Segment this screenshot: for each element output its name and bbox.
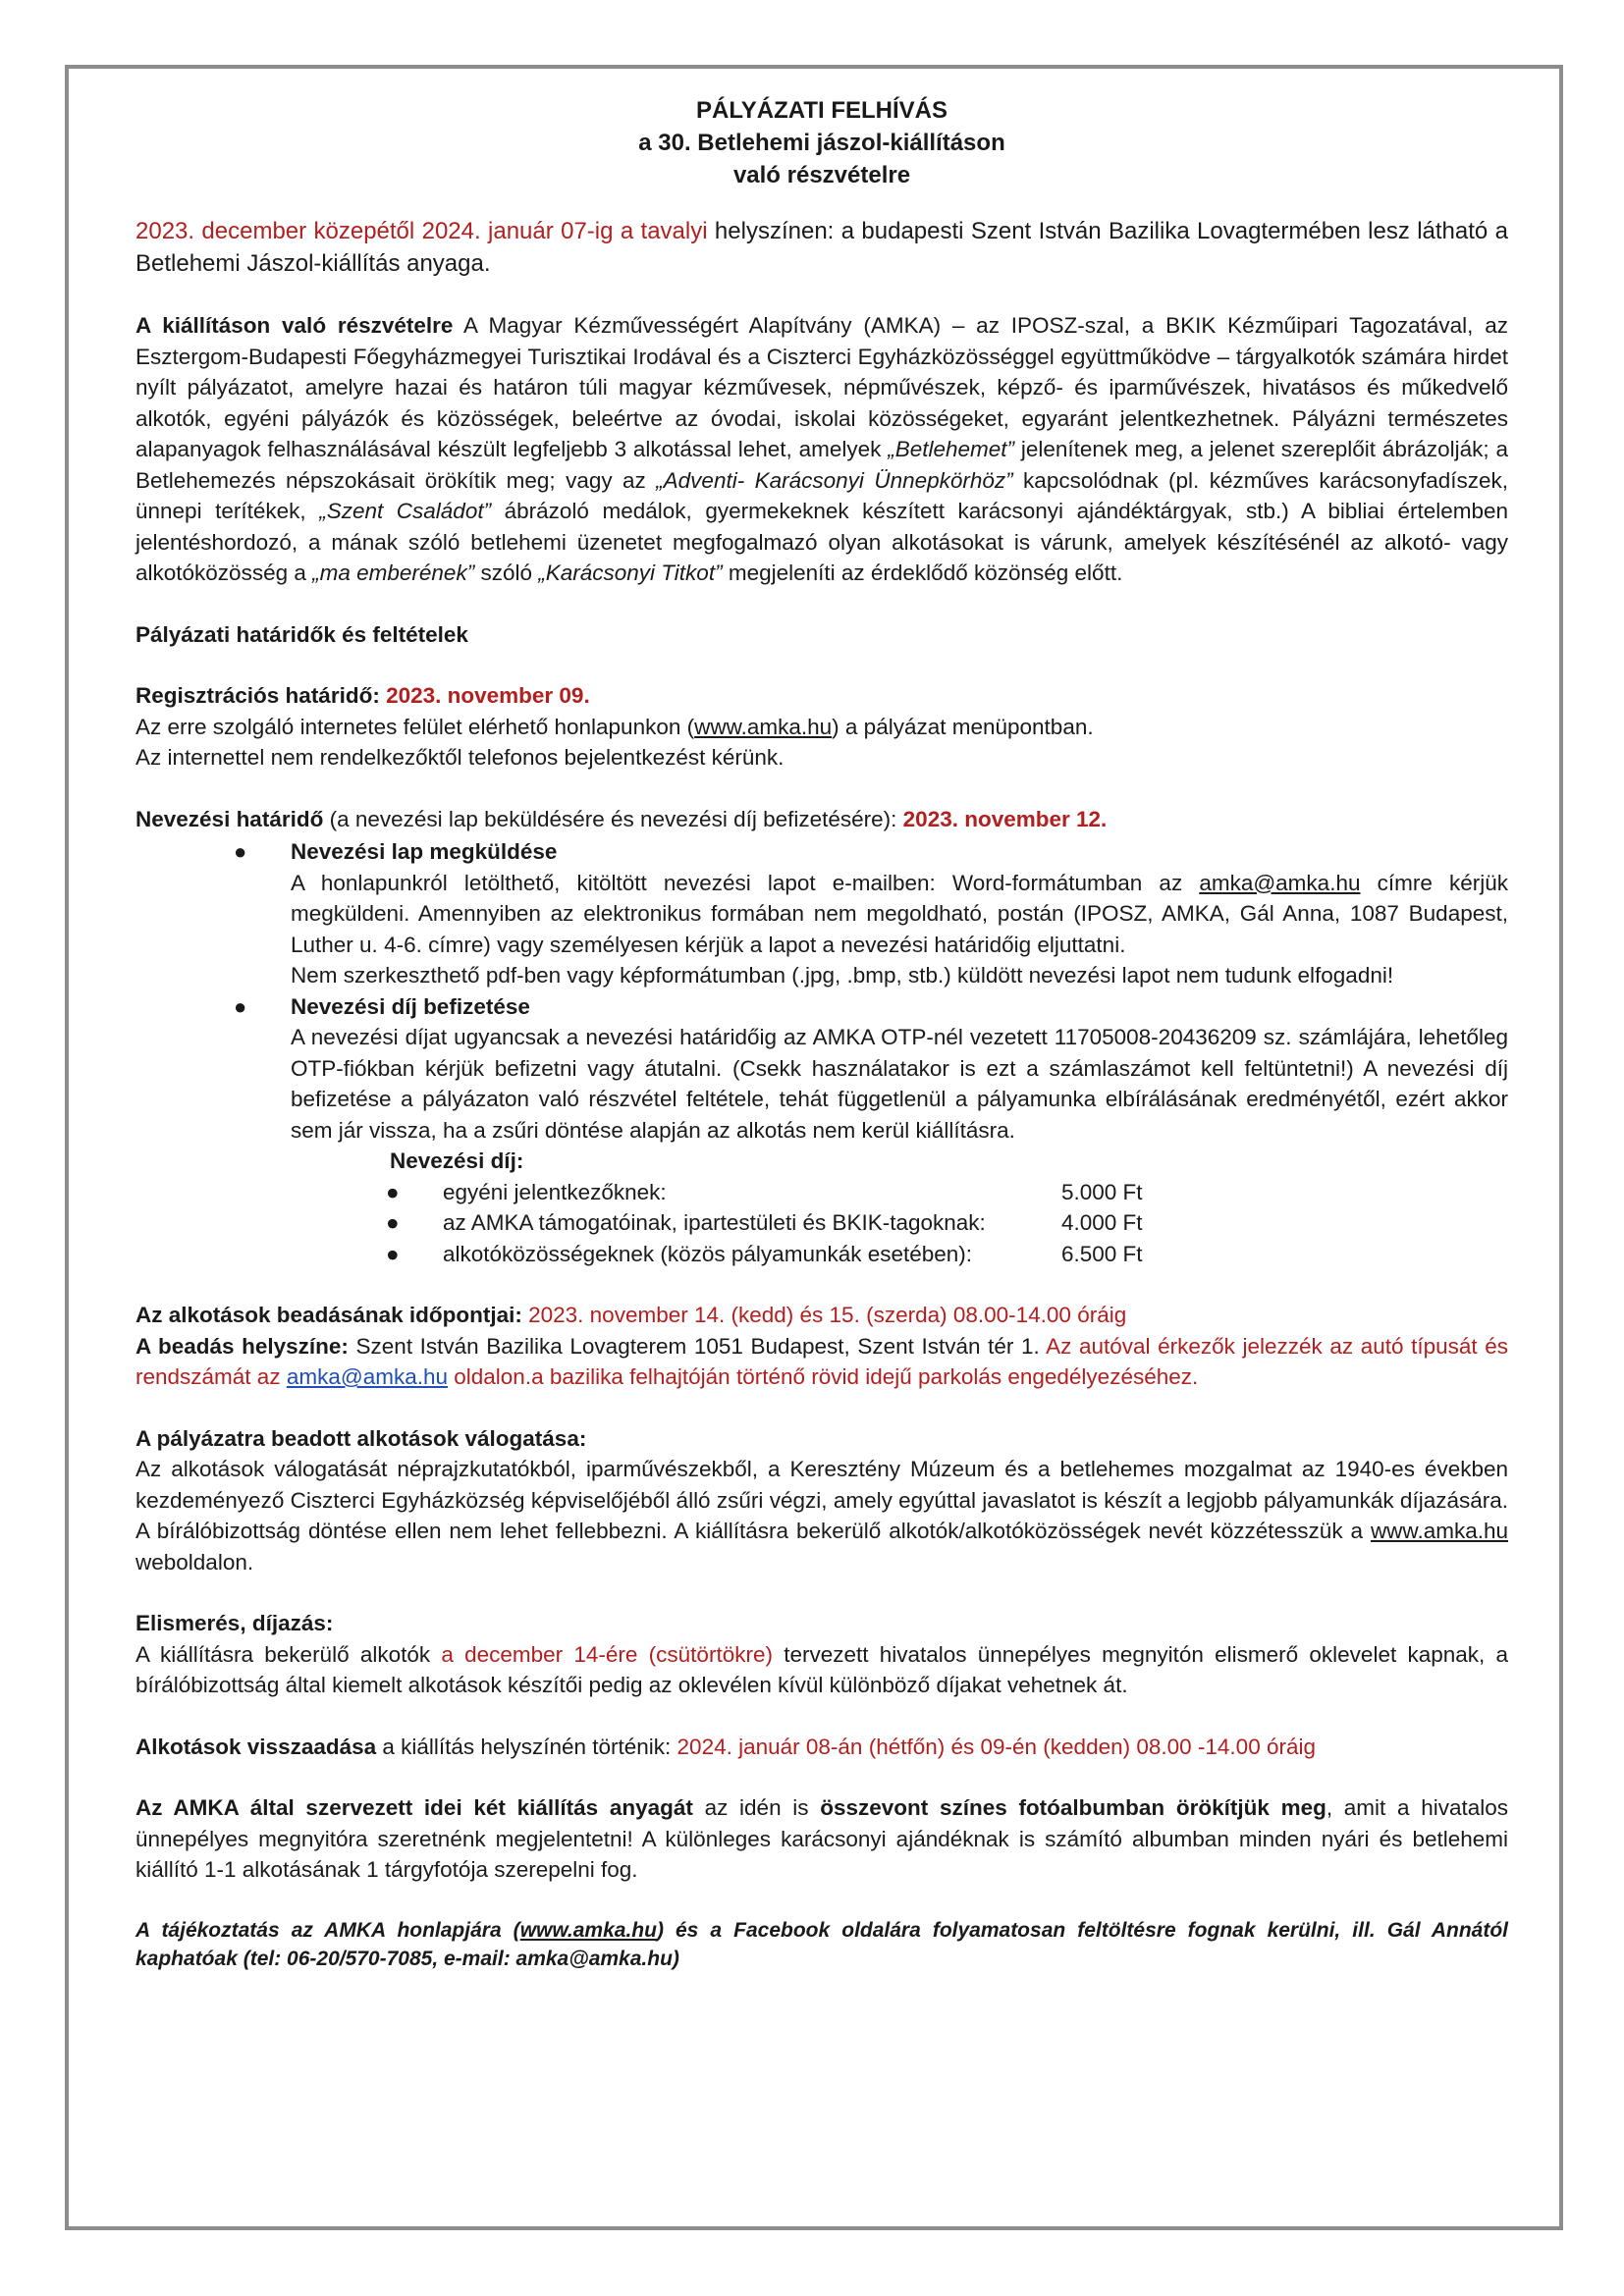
quote-betlehemet: „Betlehemet” bbox=[888, 437, 1015, 461]
return-date: 2024. január 08-án (hétfőn) és 09-én (kedden) 08.00 -14.00 óráig bbox=[677, 1734, 1316, 1759]
return-text: a kiállítás helyszínén történik: bbox=[376, 1734, 677, 1759]
amka-link[interactable]: www.amka.hu bbox=[519, 1918, 657, 1942]
footer-text-b: ) és a Facebook oldalára folyamatosan feltöltésre fognak kerülni, ill. Gál Annától kaphatóak (tel: 06-20/570-7085, e-mail: amka@amka.hu) bbox=[135, 1918, 1508, 1970]
submission-dates bbox=[135, 1300, 1508, 1331]
title-line-2: a 30. Betlehemi jászol-kiállításon bbox=[638, 130, 1005, 156]
submission-place bbox=[135, 1331, 1508, 1393]
album-paragraph bbox=[135, 1792, 1508, 1886]
registration-web-text-a: Az erre szolgáló internetes felület elérhető honlapunkon ( bbox=[135, 714, 695, 739]
car-note-a: Az autóval érkezők jelezzék az autó típusát és rendszámát az bbox=[135, 1333, 1508, 1389]
bullet-fee-payment bbox=[234, 991, 1508, 1147]
awards-date: a december 14-ére (csütörtökre) bbox=[441, 1641, 773, 1667]
registration-phone-note: Az internettel nem rendelkezőktől telefonos bejelentkezést kérünk. bbox=[135, 745, 785, 770]
intro-text: helyszínen: a budapesti Szent István Bazilika Lovagtermében lesz látható a Betlehemi Jászol-kiállítás anyaga. bbox=[135, 218, 1508, 277]
intro-paragraph bbox=[135, 215, 1508, 280]
title-line-3: való részvételre bbox=[732, 162, 911, 188]
bullet-entry-form-title: Nevezési lap megküldése bbox=[291, 839, 558, 864]
participation-text-4: ábrázoló medálok, gyermekeknek készített karácsonyi ajándéktárgyak, stb.) A bibliai értelemben jelentéshordozó, a mának szóló betlehemi üzenetet megfogalmazó olyan alkotásokat is várunk, amelyek készítésénél az alkotó- vagy alkotóközösség a bbox=[135, 499, 1509, 585]
title-line-1: PÁLYÁZATI FELHÍVÁS bbox=[695, 97, 948, 124]
footer-text-a: A tájékoztatás az AMKA honlapjára ( bbox=[135, 1918, 520, 1942]
fee-row bbox=[386, 1207, 1508, 1239]
document-title bbox=[135, 94, 1508, 191]
awards-text-a: A kiállításra bekerülő alkotók bbox=[135, 1641, 442, 1667]
registration-web-text-b: ) a pályázat menüpontban. bbox=[832, 714, 1094, 739]
bullet-entry-form-note: Nem szerkeszthető pdf-ben vagy képformátumban (.jpg, .bmp, stb.) küldött nevezési lapot nem tudunk elfogadni! bbox=[291, 963, 1394, 988]
fee-row bbox=[386, 1239, 1508, 1270]
registration-date: 2023. november 09. bbox=[386, 683, 590, 708]
fee-value: 6.500 Ft bbox=[1061, 1241, 1143, 1266]
entry-form-text-a: A honlapunkról letölthető, kitöltött nevezési lapot e-mailben: Word-formátumban az bbox=[291, 870, 1200, 895]
awards-text bbox=[135, 1639, 1508, 1701]
participation-lead: A kiállításon való részvételre bbox=[135, 313, 454, 338]
registration-label: Regisztrációs határidő: bbox=[135, 683, 380, 708]
bullet-icon: ● bbox=[234, 839, 247, 864]
amka-link[interactable]: www.amka.hu bbox=[694, 714, 833, 739]
quote-karacsonyi-titkot: „Karácsonyi Titkot” bbox=[538, 561, 723, 585]
bullet-icon: ● bbox=[386, 1179, 400, 1204]
fee-label: az AMKA támogatóinak, ipartestületi és BKIK-tagoknak: bbox=[443, 1210, 986, 1235]
quote-szent-csalad: „Szent Családot” bbox=[319, 499, 492, 523]
email-link[interactable]: amka@amka.hu bbox=[1199, 870, 1361, 895]
selection-text-b: weboldalon. bbox=[135, 1549, 254, 1575]
entry-paren: (a nevezési lap beküldésére és nevezési díj befizetésére): bbox=[323, 806, 903, 831]
submission-place-text: Szent István Bazilika Lovagterem 1051 Budapest, Szent István tér 1. bbox=[348, 1333, 1040, 1359]
return-label: Alkotások visszaadása bbox=[135, 1734, 377, 1759]
registration-web-note bbox=[135, 712, 1508, 743]
selection-text bbox=[135, 1454, 1508, 1577]
bullet-fee-payment-text: A nevezési díjat ugyancsak a nevezési határidőig az AMKA OTP-nél vezetett 11705008-20436209 sz. számlájára, lehetőleg OTP-fiókban kérjük befizetni vagy átutalni. (Csekk használatakor is ezt a számlaszámot kell feltüntetni!) A nevezési díj befizetése a pályázaton való részvétel feltétele, tehát függetlenül a pályamunka elbírálásának eredményétől, ezért akkor sem jár vissza, ha a zsűri döntése alapján az alkotás nem kerül kiállításra. bbox=[291, 1025, 1508, 1143]
participation-text-5: szóló bbox=[474, 561, 539, 585]
entry-label: Nevezési határidő bbox=[135, 806, 324, 831]
return-info bbox=[135, 1732, 1508, 1763]
fee-value: 4.000 Ft bbox=[1061, 1210, 1143, 1235]
participation-paragraph bbox=[135, 310, 1508, 589]
intro-date: 2023. december közepétől 2024. január 07-ig a tavalyi bbox=[135, 218, 708, 244]
selection-text-a: Az alkotások válogatását néprajzkutatókból, iparművészekből, a Keresztény Múzeum és a betlehemes mozgalmat az 1940-es években kezdeményező Ciszterci Egyházközség képviselőjéből álló zsűri végzi, amely egyúttal javaslatot is készít a legjobb pályamunkák díjazására. A bírálóbizottság döntése ellen nem lehet fellebbezni. A kiállításra bekerülő alkotók/alkotóközösségek nevét közzétesszük a bbox=[135, 1457, 1508, 1543]
bullet-entry-form-text bbox=[291, 868, 1508, 961]
fee-table bbox=[386, 1146, 1508, 1269]
awards-text-b: tervezett hivatalos ünnepélyes megnyitón elismerő oklevelet kapnak, a bírálóbizottság által kiemelt alkotások készítői pedig az oklevélen kívül különböző díjakat vehetnek át. bbox=[135, 1641, 1509, 1697]
album-text-a: az idén is bbox=[692, 1795, 821, 1820]
fee-value: 5.000 Ft bbox=[1061, 1179, 1143, 1204]
entry-date: 2023. november 12. bbox=[902, 806, 1108, 831]
footer-note bbox=[135, 1916, 1508, 1973]
quote-adventi: „Adventi- Karácsonyi Ünnepkörhöz” bbox=[656, 467, 1013, 493]
entry-bullets bbox=[234, 836, 1508, 1146]
bullet-icon: ● bbox=[386, 1241, 400, 1266]
quote-ma-emberenek: „ma emberének” bbox=[312, 561, 475, 585]
registration-deadline bbox=[135, 680, 1508, 712]
selection-heading: A pályázatra beadott alkotások válogatása: bbox=[135, 1425, 587, 1451]
participation-text-6: megjeleníti az érdeklődő közönség előtt. bbox=[722, 561, 1123, 585]
deadlines-heading: Pályázati határidők és feltételek bbox=[135, 621, 468, 647]
album-text-b: , amit a hivatalos ünnepélyes megnyitóra szeretnénk megjelentetni! A különleges karácsonyi ajándéknak is számító albumban minden nyári és betlehemi kiállító 1-1 alkotásának 1 tárgyfotója szerepelni fog. bbox=[135, 1795, 1509, 1882]
submission-label: Az alkotások beadásának időpontjai: bbox=[135, 1303, 522, 1327]
album-bold-b: összevont színes fotóalbumban örökítjük meg bbox=[820, 1795, 1326, 1820]
email-link[interactable]: amka@amka.hu bbox=[286, 1364, 448, 1389]
bullet-icon: ● bbox=[234, 993, 247, 1019]
document-body bbox=[135, 94, 1508, 1973]
entry-deadline bbox=[135, 804, 1508, 835]
amka-link[interactable]: www.amka.hu bbox=[1370, 1519, 1508, 1543]
bullet-fee-payment-title: Nevezési díj befizetése bbox=[291, 993, 530, 1019]
bullet-entry-form bbox=[234, 836, 1508, 991]
fee-title: Nevezési díj: bbox=[390, 1148, 524, 1173]
fee-label: egyéni jelentkezőknek: bbox=[443, 1179, 667, 1204]
bullet-icon: ● bbox=[386, 1210, 400, 1235]
participation-text-1: A Magyar Kézművességért Alapítvány (AMKA) – az IPOSZ-szal, a BKIK Kézműipari Tagozatával, az Esztergom-Budapesti Főegyházmegyei Turisztikai Irodával és a Ciszterci Egyházközösséggel együttműködve – tárgyalkotók számára hirdet nyílt pályázatot, amelyre hazai és határon túli magyar kézművesek, népművészek, képző- és iparművészek, hivatásos és műkedvelő alkotók, egyéni pályázók és közösségek, beleértve az óvodai, iskolai közösségeket, egyaránt jelentkezhetnek. Pályázni természetes alapanyagok felhasználásával készült legfeljebb 3 alkotással lehet, amelyek bbox=[135, 313, 1508, 461]
participation-text-2: jelenítenek meg, a jelenet szereplőit ábrázolják; a Betlehemezés népszokásait örökítik meg; vagy az bbox=[135, 437, 1509, 493]
submission-date-range: 2023. november 14. (kedd) és 15. (szerda) 08.00-14.00 óráig bbox=[521, 1303, 1127, 1327]
fee-label: alkotóközösségeknek (közös pályamunkák esetében): bbox=[443, 1241, 973, 1266]
fee-row bbox=[386, 1177, 1508, 1208]
submission-place-label: A beadás helyszíne: bbox=[135, 1333, 349, 1359]
participation-text-3: kapcsolódnak (pl. kézműves karácsonyfadíszek, ünnepi terítékek, bbox=[135, 467, 1508, 523]
car-note-b: oldalon.a bazilika felhajtóján történő rövid idejű parkolás engedélyezéséhez. bbox=[448, 1364, 1199, 1389]
entry-form-text-b: címre kérjük megküldeni. Amennyiben az elektronikus formában nem megoldható, postán (IPOSZ, AMKA, Gál Anna, 1087 Budapest, Luther u. 4-6. címre) vagy személyesen kérjük a lapot a nevezési határidőig eljuttatni. bbox=[291, 870, 1508, 957]
awards-heading: Elismerés, díjazás: bbox=[135, 1611, 334, 1635]
album-bold-a: Az AMKA által szervezett idei két kiállítás anyagát bbox=[135, 1795, 693, 1820]
